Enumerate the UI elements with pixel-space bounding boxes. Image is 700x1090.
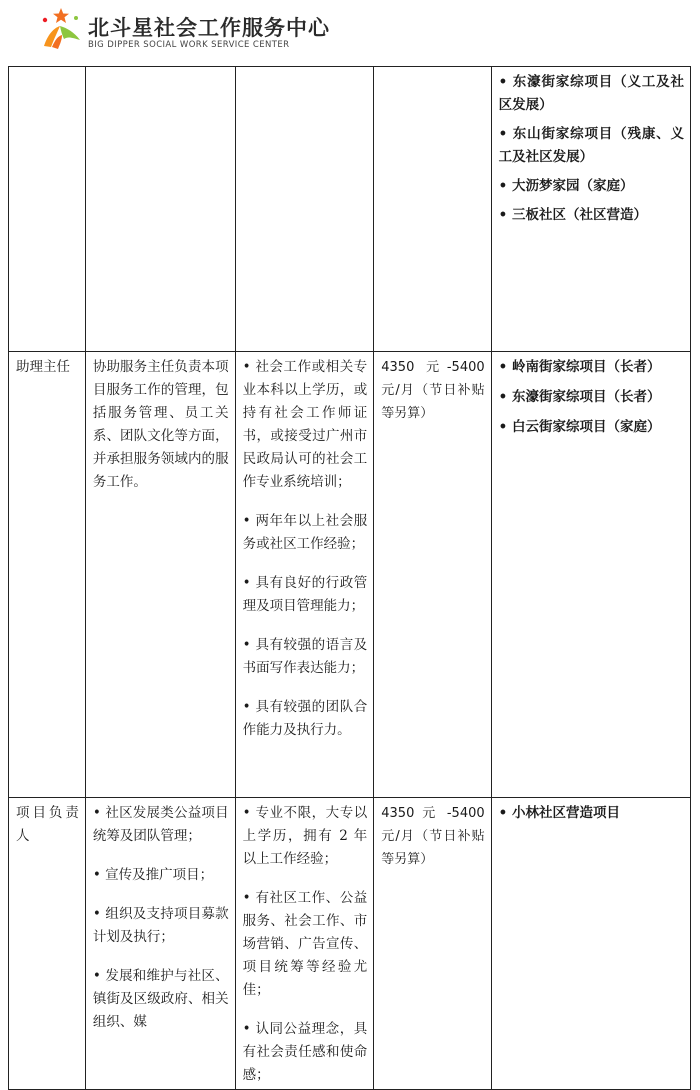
location-item: • 三板社区（社区营造） — [498, 207, 647, 223]
requirement-item: • 具有较强的团队合作能力及执行力。 — [242, 699, 368, 738]
location-item: • 小林社区营造项目 — [498, 805, 620, 821]
requirements-cell — [235, 352, 374, 798]
salary-cell — [374, 798, 491, 1090]
table-row — [9, 67, 691, 352]
location-item: • 东濠街家综项目（长者） — [498, 389, 661, 405]
table-row — [9, 352, 691, 798]
duties-cell — [85, 352, 235, 798]
location-item: • 东山街家综项目（残康、义工及社区发展） — [498, 126, 684, 165]
page-header — [38, 6, 438, 56]
position-cell: 项目负责人 — [9, 798, 86, 1090]
location-item: • 岭南街家综项目（长者） — [498, 359, 661, 375]
requirements-cell — [235, 67, 374, 352]
requirement-item: • 社会工作或相关专业本科以上学历，或持有社会工作师证书，或接受过广州市民政局认可的社会工作专业系统培训； — [242, 359, 368, 490]
big-dipper-logo-icon — [38, 6, 84, 52]
salary-text: 4350 元-5400 元/月（节日补贴等另算） — [381, 360, 485, 421]
duties-cell — [85, 67, 235, 352]
table-row — [9, 798, 691, 1090]
salary-cell — [374, 67, 491, 352]
duty-text: 协助服务主任负责本项目服务工作的管理，包括服务管理、员工关系、团队文化等方面，并承担服务领域内的服务工作。 — [92, 359, 229, 490]
requirement-item: • 认同公益理念，具有社会责任感和使命感； — [242, 1021, 368, 1083]
org-name-english: BIG DIPPER SOCIAL WORK SERVICE CENTER — [88, 40, 290, 50]
requirement-item: • 两年年以上社会服务或社区工作经验； — [242, 513, 368, 552]
position-cell — [9, 67, 86, 352]
duty-item: • 宣传及推广项目； — [92, 867, 214, 883]
requirement-item: • 具有良好的行政管理及项目管理能力； — [242, 575, 368, 614]
duty-item: • 发展和维护与社区、镇街及区级政府、相关组织、媒 — [92, 968, 229, 1030]
salary-cell — [374, 352, 491, 798]
org-name: 北斗星社会工作服务中心 — [88, 16, 330, 40]
locations-cell — [491, 67, 690, 352]
locations-cell — [491, 798, 690, 1090]
requirement-item: • 专业不限，大专以上学历，拥有 2 年以上工作经验； — [242, 805, 368, 867]
location-item: • 白云街家综项目（家庭） — [498, 419, 661, 435]
locations-cell — [491, 352, 690, 798]
duties-cell — [85, 798, 235, 1090]
duty-item: • 组织及支持项目募款计划及执行； — [92, 906, 229, 945]
salary-text: 4350 元 -5400 元/月（节日补贴等另算） — [381, 806, 485, 867]
duty-item: • 社区发展类公益项目统筹及团队管理； — [92, 805, 229, 844]
position-cell: 助理主任 — [9, 352, 86, 798]
requirement-item: • 具有较强的语言及书面写作表达能力； — [242, 637, 368, 676]
job-table — [8, 66, 691, 1090]
requirements-cell — [235, 798, 374, 1090]
requirement-item: • 有社区工作、公益服务、社会工作、市场营销、广告宣传、项目统筹等经验尤佳； — [242, 890, 368, 998]
location-item: • 东濠街家综项目（义工及社区发展） — [498, 74, 684, 113]
location-item: • 大沥梦家园（家庭） — [498, 178, 634, 194]
